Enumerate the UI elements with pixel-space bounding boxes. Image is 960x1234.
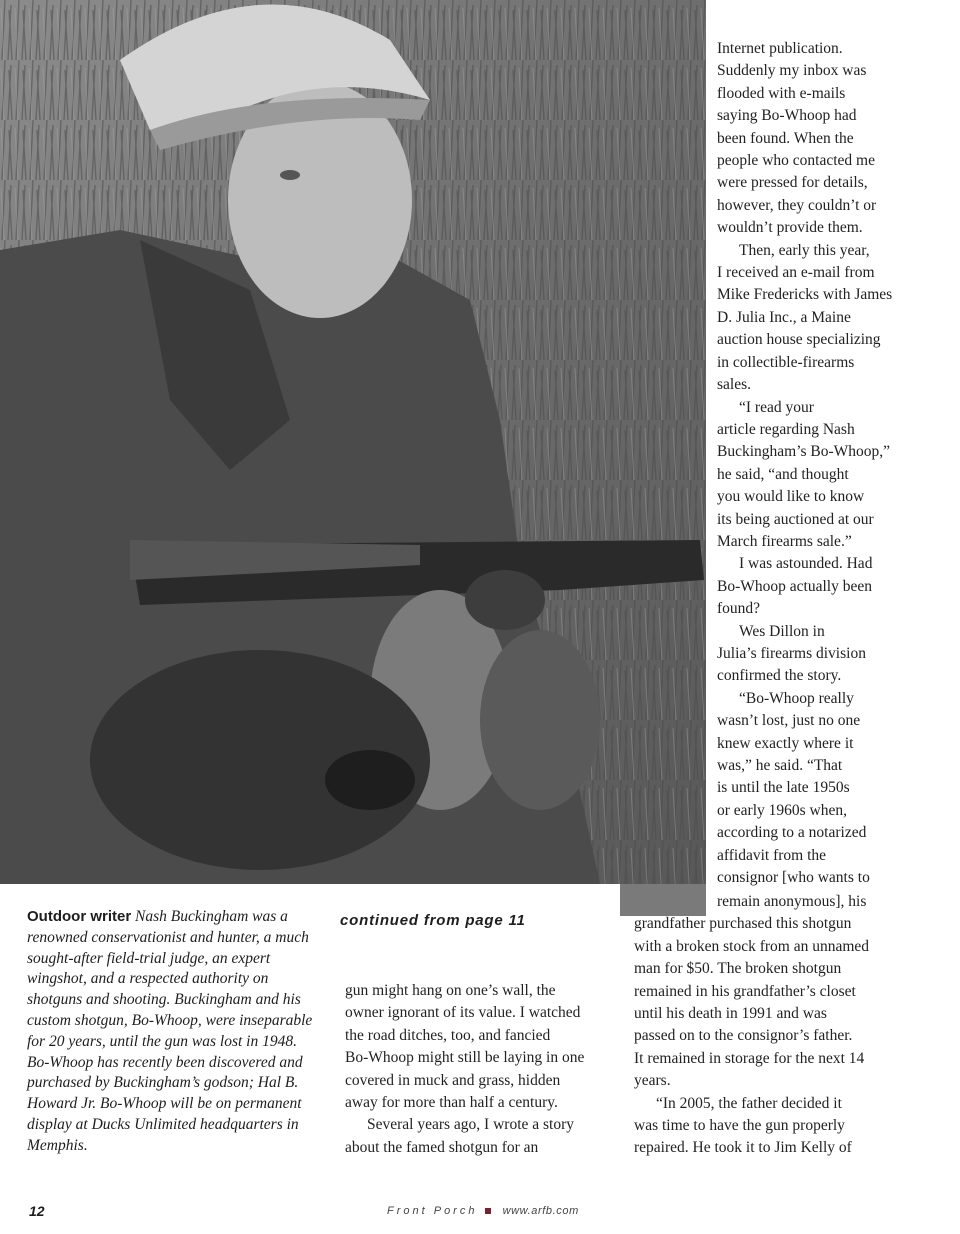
middle-column xyxy=(345,980,625,1159)
right-column xyxy=(717,38,953,889)
text-line: in collectible-firearms xyxy=(717,353,855,371)
text-line: remain anonymous], his xyxy=(717,893,867,910)
text-line: until his death in 1991 and was xyxy=(634,1005,827,1023)
text-line: passed on to the consignor’s father. xyxy=(634,1027,853,1045)
text-line: been found. When the xyxy=(717,129,854,147)
text-line: article regarding Nash xyxy=(717,420,855,438)
text-line: he said, “and thought xyxy=(717,465,849,483)
text-line: Wes Dillon in xyxy=(739,622,825,640)
text-line: I was astounded. Had xyxy=(739,555,873,573)
text-line: Several years ago, I wrote a story xyxy=(367,1116,575,1134)
text-line: however, they couldn’t or xyxy=(717,196,877,214)
text-line: you would like to know xyxy=(717,488,865,506)
text-line: Then, early this year, xyxy=(739,241,870,259)
text-line: grandfather purchased this shotgun xyxy=(634,915,852,933)
text-line: sales. xyxy=(717,376,752,394)
text-line: consignor [who wants to xyxy=(717,869,870,887)
text-line: owner ignorant of its value. I watched xyxy=(345,1004,581,1022)
square-icon xyxy=(485,1208,491,1214)
text-line: Bo-Whoop actually been xyxy=(717,577,872,595)
text-line: Julia’s firearms division xyxy=(717,644,866,662)
text-line: its being auctioned at our xyxy=(717,510,874,528)
text-line: Buckingham’s Bo-Whoop,” xyxy=(717,443,891,461)
text-line: is until the late 1950s xyxy=(717,779,850,797)
text-line: March firearms sale.” xyxy=(717,532,852,550)
text-line: repaired. He took it to Jim Kelly of xyxy=(634,1139,852,1157)
text-line: found? xyxy=(717,600,761,618)
text-line: affidavit from the xyxy=(717,846,827,864)
text-line: covered in muck and grass, hidden xyxy=(345,1071,561,1089)
text-line: or early 1960s when, xyxy=(717,801,847,819)
text-line: Internet publication. xyxy=(717,40,843,57)
text-line: was,” he said. “That xyxy=(717,757,843,774)
third-column xyxy=(634,891,934,1160)
text-line: “Bo-Whoop really xyxy=(739,689,854,707)
continued-label: continued from page 11 xyxy=(340,912,526,929)
text-line: remained in his grandfather’s closet xyxy=(634,982,856,1000)
text-line: years. xyxy=(634,1072,671,1090)
text-line: Suddenly my inbox was xyxy=(717,62,867,80)
text-line: people who contacted me xyxy=(717,152,875,170)
caption-body: Nash Buckingham was a renowned conservationist and hunter, a much sought-after field-trial judge, an expert wingshot, and a respected authority on shotguns and shooting. Buckingham and his custom shotgun, Bo-Whoop, were inseparable for 20 years, until the gun was lost in 1948. Bo-Whoop has recently been discovered and purchased by Buckingham’s godson; Hal B. Howard Jr. Bo-Whoop will be on permanent display at Ducks Unlimited headquarters in Memphis. xyxy=(27,908,313,1154)
photo-caption xyxy=(27,907,317,1157)
text-line: Mike Fredericks with James xyxy=(717,286,893,304)
text-line: knew exactly where it xyxy=(717,734,854,752)
text-line: wouldn’t provide them. xyxy=(717,219,863,237)
text-line: away for more than half a century. xyxy=(345,1094,558,1112)
text-line: D. Julia Inc., a Maine xyxy=(717,308,851,326)
page-number: 12 xyxy=(29,1203,45,1219)
text-line: confirmed the story. xyxy=(717,667,842,685)
text-line: were pressed for details, xyxy=(717,174,868,192)
text-line: was time to have the gun properly xyxy=(634,1117,845,1135)
text-line: the road ditches, too, and fancied xyxy=(345,1026,551,1044)
text-line: man for $50. The broken shotgun xyxy=(634,960,842,978)
publication-name: Front Porch xyxy=(387,1205,478,1217)
text-line: gun might hang on one’s wall, the xyxy=(345,982,556,999)
text-line: auction house specializing xyxy=(717,331,881,349)
text-line: with a broken stock from an unnamed xyxy=(634,937,870,955)
text-line: saying Bo-Whoop had xyxy=(717,107,857,125)
text-line: It remained in storage for the next 14 xyxy=(634,1049,865,1067)
caption-lead: Outdoor writer xyxy=(27,908,132,925)
text-line: about the famed shotgun for an xyxy=(345,1138,539,1156)
text-line: flooded with e-mails xyxy=(717,84,846,102)
text-line: I received an e-mail from xyxy=(717,264,875,282)
text-line: “In 2005, the father decided it xyxy=(656,1094,842,1112)
text-line: “I read your xyxy=(739,398,814,416)
text-line: wasn’t lost, just no one xyxy=(717,712,861,730)
footer-credit xyxy=(387,1205,579,1217)
text-line: according to a notarized xyxy=(717,824,867,842)
text-line: Bo-Whoop might still be laying in one xyxy=(345,1049,585,1067)
website-link[interactable]: www.arfb.com xyxy=(502,1205,579,1217)
